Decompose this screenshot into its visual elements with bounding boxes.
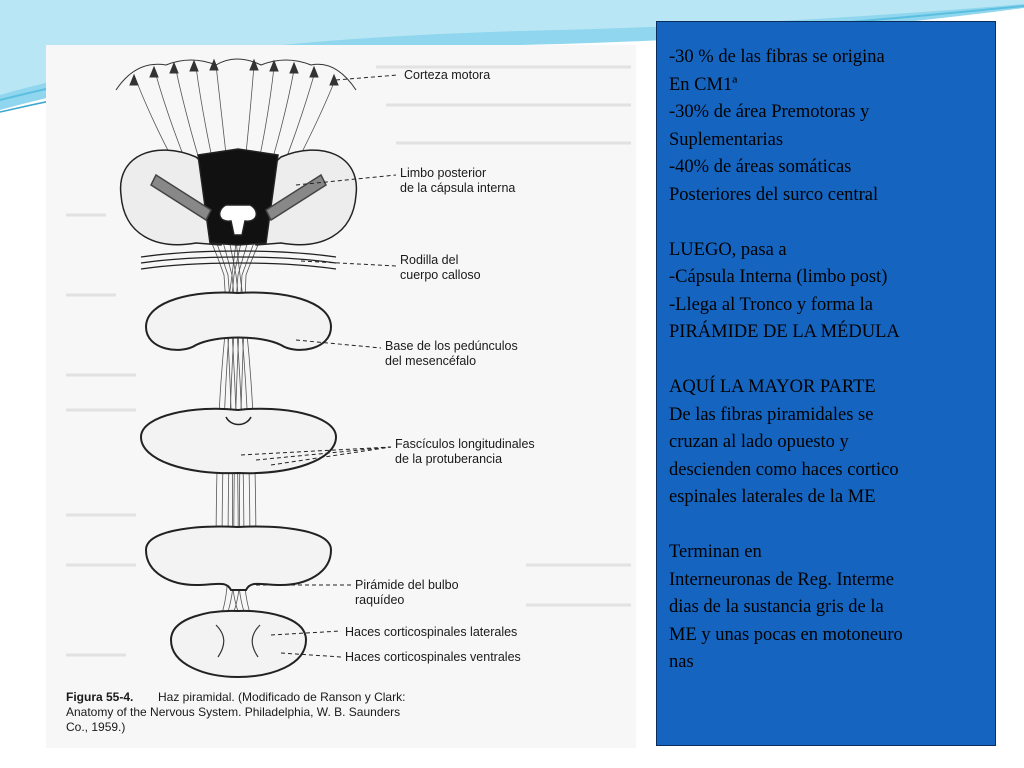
label-haces-ventrales: Haces corticospinales ventrales [345, 650, 521, 664]
medulla-section [146, 527, 331, 590]
label-haces-laterales: Haces corticospinales laterales [345, 625, 518, 639]
paragraph-origin: -30 % de las fibras se origina En CM1ª -30% de área Premotoras y Suplementarias -40% de áreas somáticas Posteriores del surco central [669, 47, 885, 205]
figure-labels [345, 68, 535, 664]
pons-section [141, 409, 336, 473]
label-corteza-motora: Corteza motora [404, 68, 491, 82]
spinal-cord-section [171, 611, 306, 677]
paragraph-decussation: AQUÍ LA MAYOR PARTE De las fibras piramidales se cruzan al lado opuesto y descienden como haces cortico espinales laterales de la ME [669, 377, 899, 507]
label-fasciculos: Fascículos longitudinales [395, 437, 535, 451]
paragraph-termination: Terminan en Interneuronas de Reg. Interme dias de la sustancia gris de la ME y unas pocas en motoneuro nas [669, 542, 903, 672]
svg-text:del mesencéfalo: del mesencéfalo [385, 354, 477, 368]
svg-text:de la protuberancia: de la protuberancia [395, 452, 503, 466]
figure-drawing [46, 45, 636, 748]
paragraph-pathway: LUEGO, pasa a -Cápsula Interna (limbo post) -Llega al Tronco y forma la PIRÁMIDE DE LA MÉDULA [669, 239, 900, 342]
cortex-arrows [116, 59, 356, 90]
svg-text:cuerpo calloso: cuerpo calloso [400, 268, 481, 282]
label-piramide-bulbo: Pirámide del bulbo [355, 578, 459, 592]
svg-text:Haz piramidal. (Modificado de: Haz piramidal. (Modificado de Ranson y Clark: [158, 690, 406, 704]
svg-text:raquídeo: raquídeo [355, 593, 405, 607]
caption-figure-number: Figura 55-4. [66, 690, 134, 704]
label-limbo-posterior: Limbo posterior [400, 166, 487, 180]
figure-caption [66, 690, 405, 734]
svg-text:Co., 1959.): Co., 1959.) [66, 720, 126, 734]
explanation-text-box [656, 21, 996, 746]
brain-section [121, 149, 357, 245]
svg-text:de la cápsula interna: de la cápsula interna [400, 181, 516, 195]
pyramidal-tract-figure [46, 45, 636, 748]
svg-text:Anatomy of the Nervous System.: Anatomy of the Nervous System. Philadelphia, W. B. Saunders [66, 705, 401, 719]
label-rodilla: Rodilla del [400, 253, 459, 267]
label-base-pedunculos: Base de los pedúnculos [385, 339, 518, 353]
